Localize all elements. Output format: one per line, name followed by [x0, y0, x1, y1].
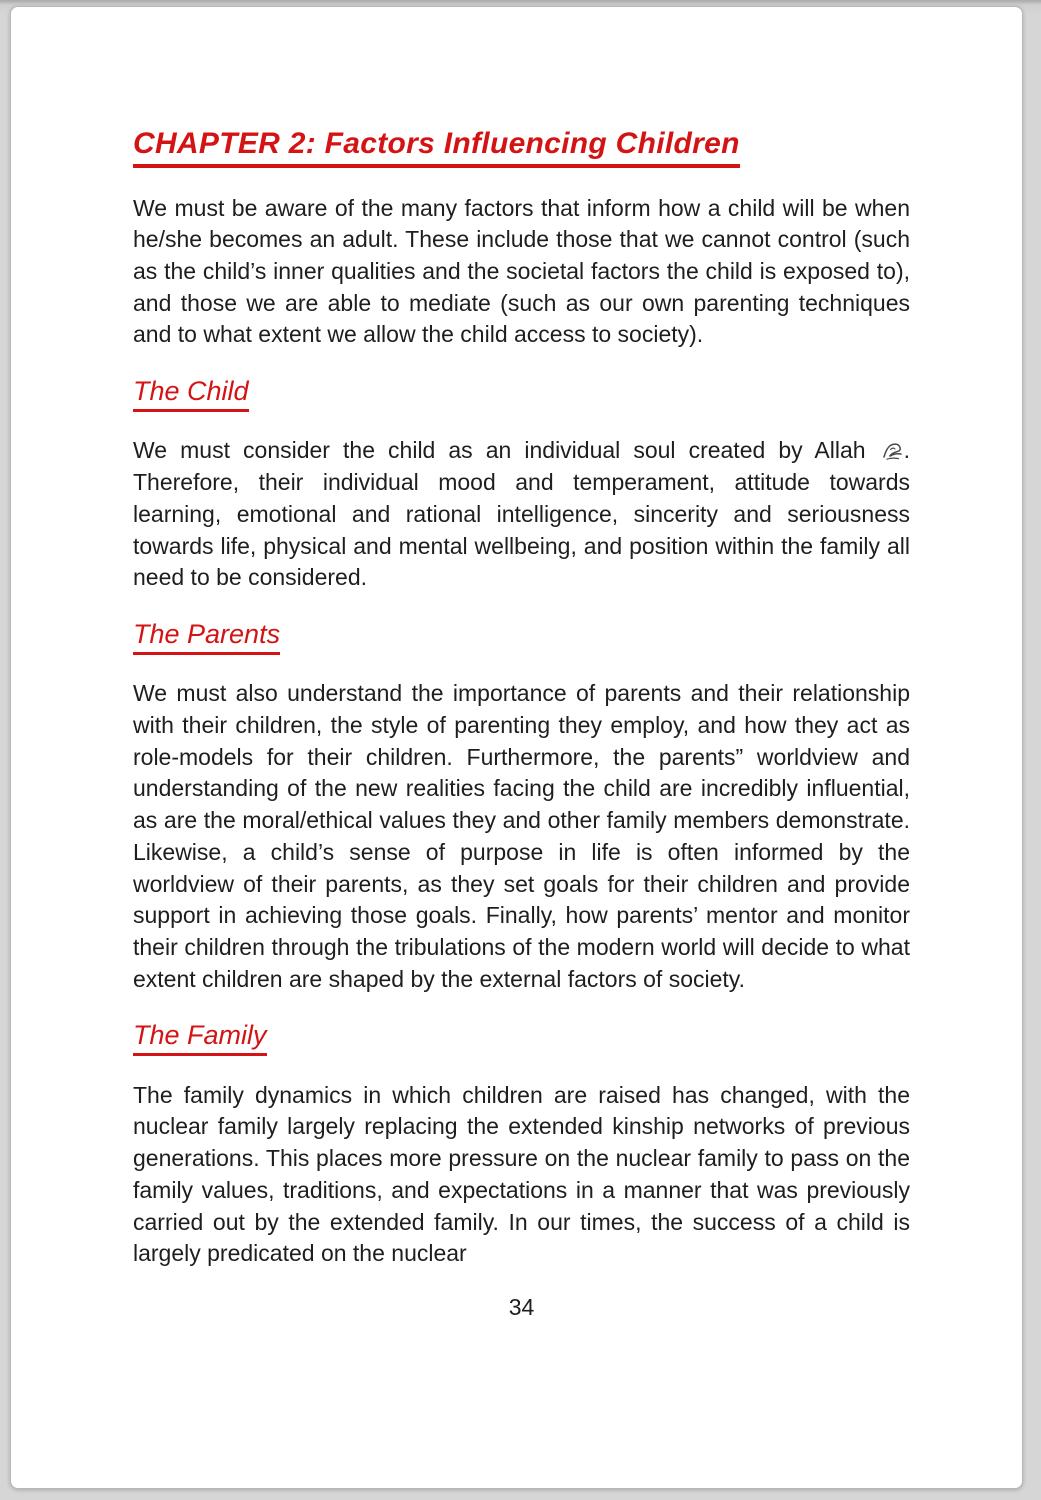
chapter-title-text: CHAPTER 2: Factors Influencing Children — [133, 127, 740, 168]
section-heading-the-child — [133, 375, 910, 407]
section-heading-the-parents — [133, 618, 910, 650]
child-paragraph-text-after: . Therefore, their individual mood and temperament, attitude towards learning, emotional and rational intelligence, sincerity and seriousness towards life, physical and mental wellbeing, and position within the family all need to be considered. — [133, 437, 911, 591]
chapter-title — [133, 125, 910, 163]
section-heading-text: The Parents — [133, 619, 280, 655]
child-paragraph-text-before: We must consider the child as an individual soul created by Allah — [133, 437, 866, 464]
page-number: 34 — [508, 1293, 535, 1320]
section-heading-text: The Family — [133, 1020, 267, 1056]
allah-honorific-icon — [881, 441, 904, 461]
child-paragraph — [133, 435, 910, 594]
family-paragraph: The family dynamics in which children are raised has changed, with the nuclear family largely replacing the extended kinship networks of previous generations. This places more pressure on the nuclear family to pass on the family values, traditions, and expectations in a manner that was previously carried out by the extended family. In our times, the success of a child is largely predicated on the nuclear — [133, 1081, 910, 1267]
section-heading-the-family — [133, 1019, 910, 1051]
parents-paragraph: We must also understand the importance of parents and their relationship with their children, the style of parenting they employ, and how they act as role-models for their children. Furthermore, the parents” worldview and understanding of the new realities facing the child are incredibly influential, as are the moral/ethical values they and other family members demonstrate. Likewise, a child’s sense of purpose in life is often informed by the worldview of their parents, as they set goals for their children and provide support in achieving those goals. Finally, how parents’ mentor and monitor their children through the tribulations of the modern world will decide to what extent children are shaped by the external factors of society. — [133, 680, 910, 992]
intro-paragraph: We must be aware of the many factors that inform how a child will be when he/she becomes an adult. These include those that we cannot control (such as the child’s inner qualities and the societal factors the child is exposed to), and those we are able to mediate (such as our own parenting techniques and to what extent we allow the child access to society). — [133, 194, 910, 348]
section-heading-text: The Child — [133, 376, 249, 412]
document-page — [10, 6, 1023, 1489]
